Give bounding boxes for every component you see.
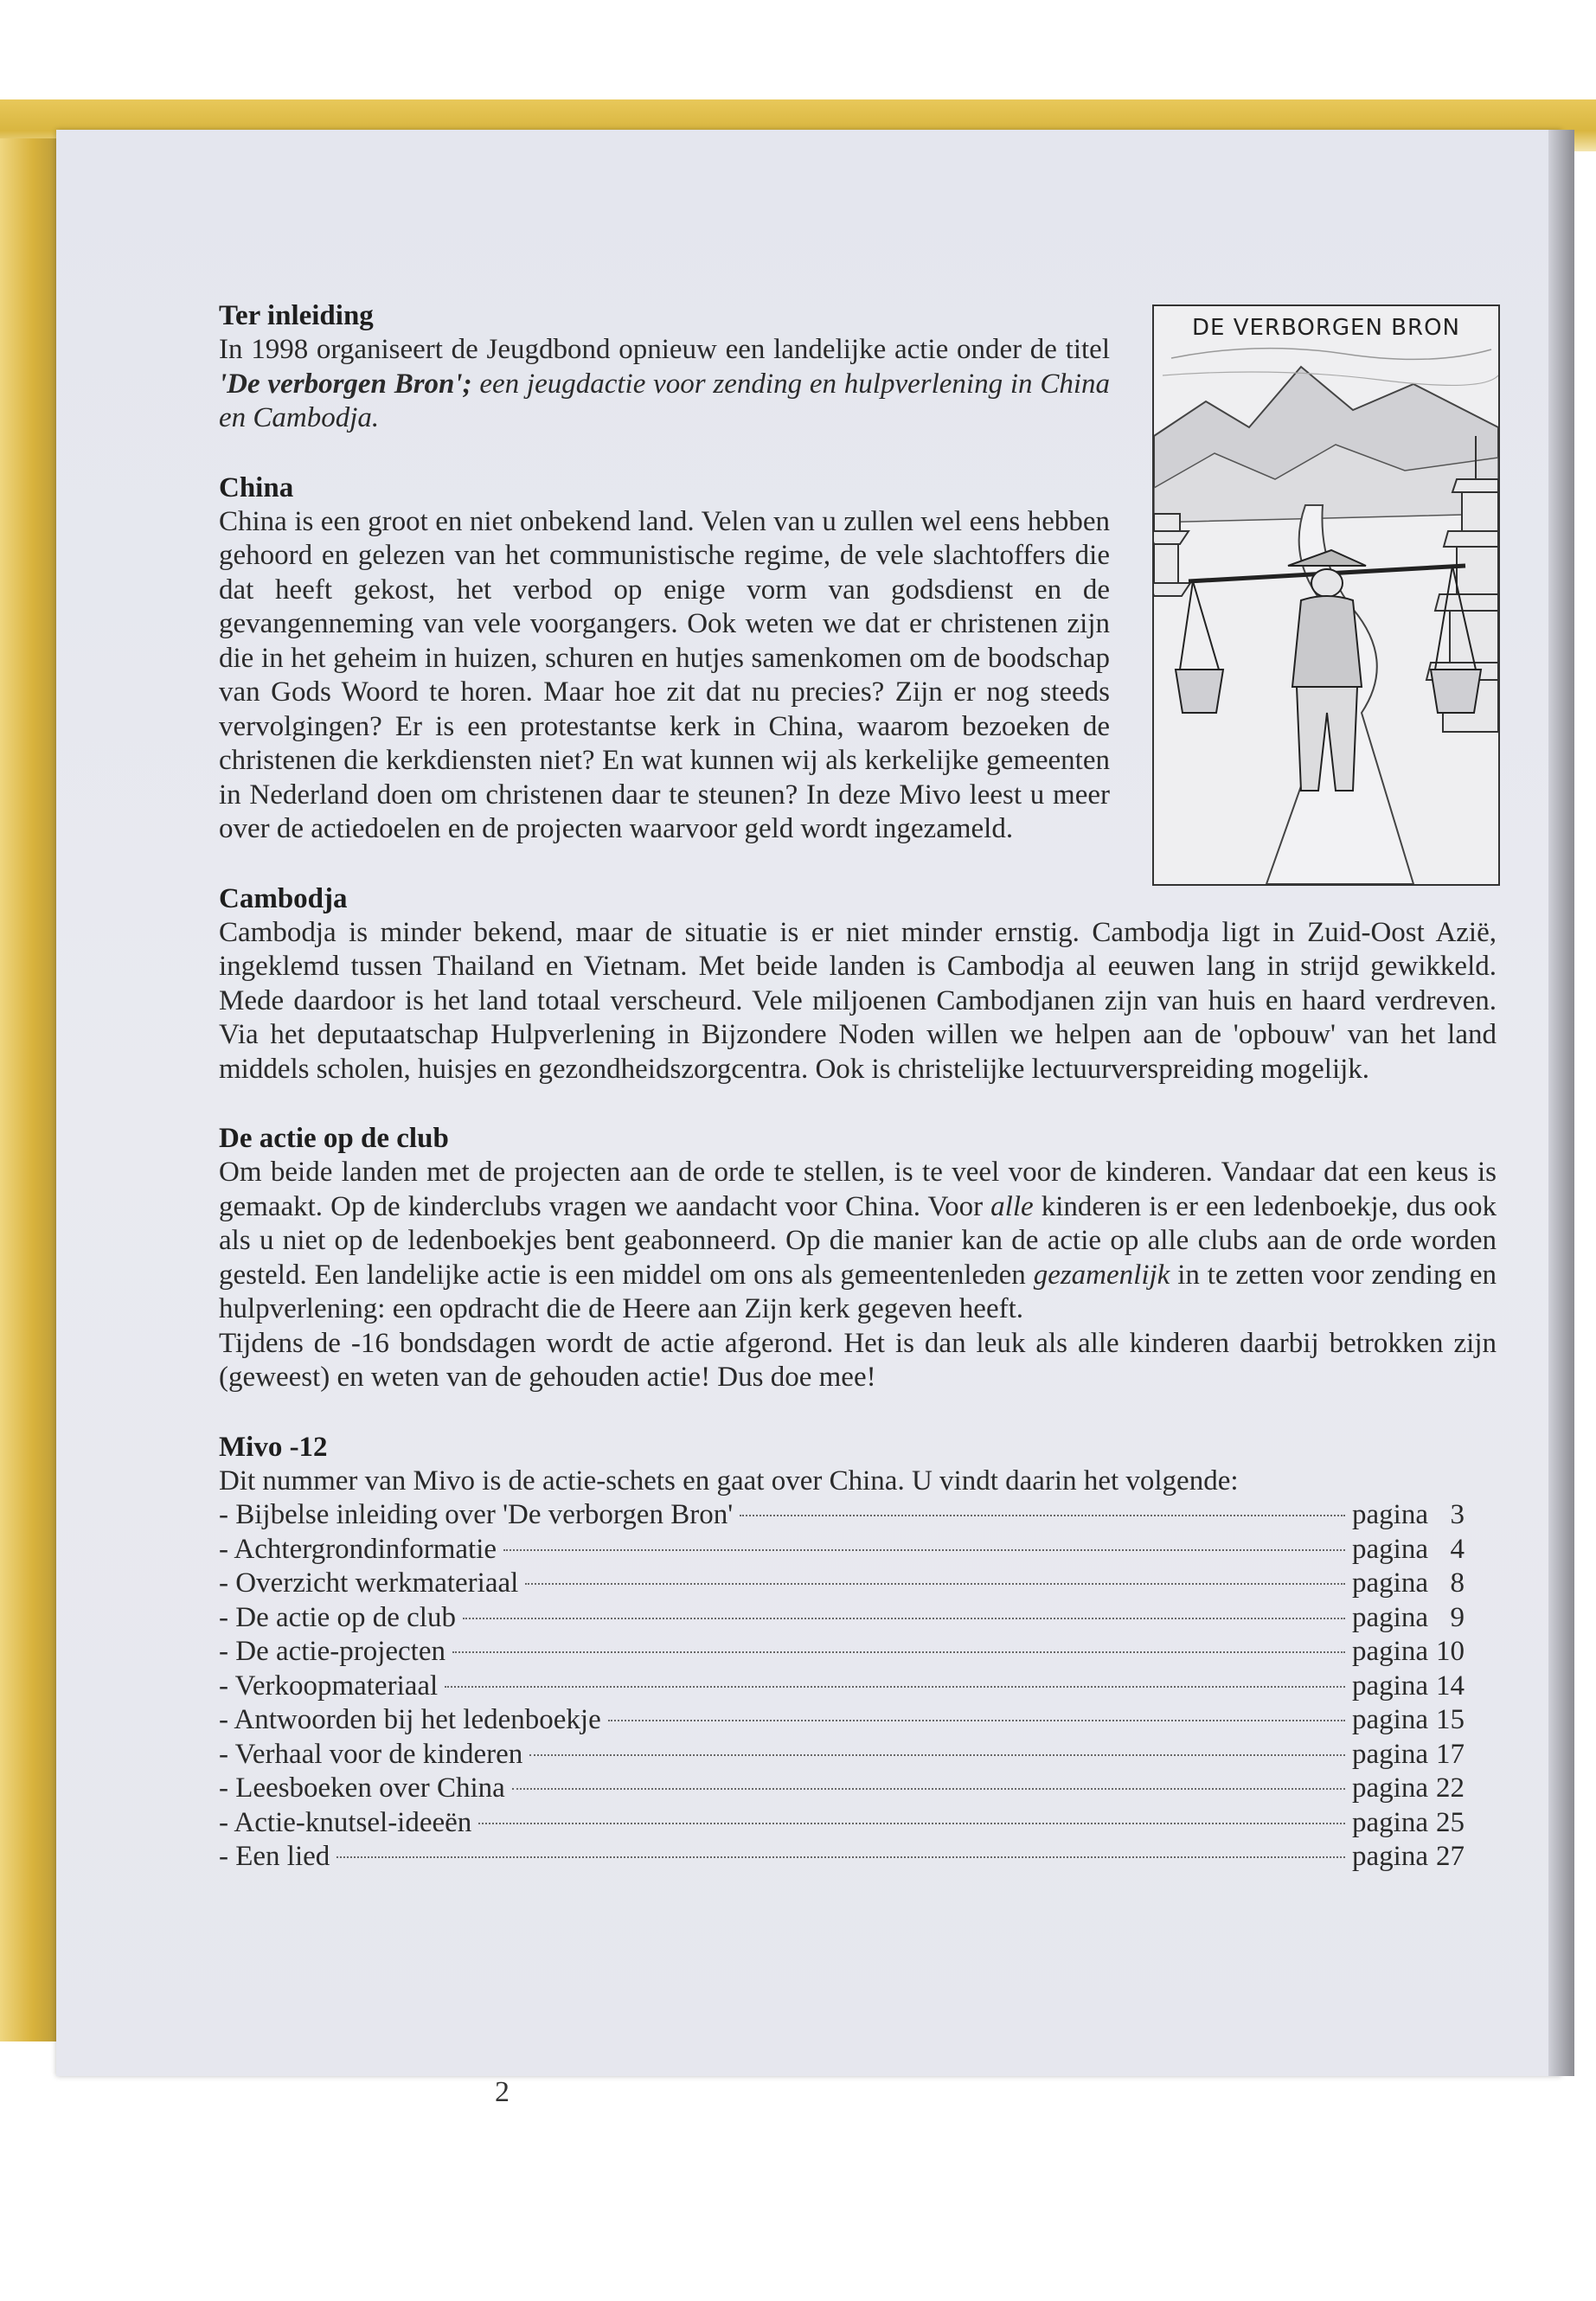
toc-item-label: - Overzicht werkmateriaal xyxy=(219,1567,519,1599)
toc-item xyxy=(219,1703,1465,1738)
toc-item xyxy=(219,1670,1465,1704)
toc-page-word: pagina xyxy=(1352,1738,1428,1770)
toc-item xyxy=(219,1601,1465,1636)
intro-text xyxy=(219,333,1110,436)
toc-page-word: pagina xyxy=(1352,1772,1428,1804)
binder-strip-left xyxy=(0,138,61,2041)
toc-page-word: pagina xyxy=(1352,1841,1428,1872)
club-text-b: kinderen is er een ledenboekje, dus ook als u niet op de ledenboekjes bent geabonneerd. Op die manier kan de actie op alle clubs aan de orde worden gesteld. Een landelijke actie is een middel om ons als gemeentenleden xyxy=(219,1190,1497,1291)
club-text-a: Om beide landen met de projecten aan de orde te stellen, is te veel voor de kinderen. Vandaar dat een keus is gemaakt. Op de kinderclubs vragen we aandacht voor China. Voor xyxy=(219,1157,1497,1222)
illustration-title: DE VERBORGEN BRON xyxy=(1191,315,1460,341)
main-content xyxy=(219,298,1497,1875)
toc-page-number: 14 xyxy=(1436,1670,1465,1702)
page-number: 2 xyxy=(495,2076,510,2108)
section-cambodja xyxy=(219,881,1497,1087)
mivo-intro: Dit nummer van Mivo is de actie-schets en gaat over China. U vindt daarin het volgende: xyxy=(219,1465,1239,1497)
club-text xyxy=(219,1156,1497,1327)
china-text: China is een groot en niet onbekend land. Velen van u zullen wel eens hebben gehoord en gelezen van het communistische regime, de vele slachtoffers die dat heeft gekost, het verbod op enige vorm van godsdienst en de gevangenneming van vele voorgangers. Ook weten we dat er christenen zijn die in het geheim in huizen, schuren en hutjes samenkomen om de boodschap van Gods Woord te horen. Maar hoe zit dat nu precies? Zijn er nog steeds vervolgingen? Er is een protestantse kerk in China, waarom bezoeken de christenen die kerkdiensten niet? En wat kunnen wij als kerkelijke gemeenten in Nederland doen om christenen daar te steunen? In deze Mivo leest u meer over de actiedoelen en de projecten waarvoor geld wordt ingezameld. xyxy=(219,505,1110,844)
toc-page-number: 10 xyxy=(1436,1636,1465,1667)
intro-heading: Ter inleiding xyxy=(219,300,374,331)
toc-item-label: - Verhaal voor de kinderen xyxy=(219,1738,523,1770)
toc-page-word: pagina xyxy=(1352,1704,1428,1735)
cambodja-text: Cambodja is minder bekend, maar de situatie is er niet minder ernstig. Cambodja ligt in Zuid-Oost Azië, ingeklemd tussen Thailand en Vietnam. Met beide landen is Cambodja al eeuwen lang in strijd gewikkeld. Mede daardoor is het land totaal verscheurd. Vele miljoenen Cambodjanen zijn van huis en haard verdreven. Via het deputaatschap Hulpverlening in Bijzondere Noden willen we helpen aan de 'opbouw' van het land middels scholen, huisjes en gezondheidszorgcentra. Ook is christelijke lectuurverspreiding mogelijk. xyxy=(219,916,1497,1085)
club-text-gezamenlijk: gezamenlijk xyxy=(1033,1259,1170,1291)
toc-page-number: 17 xyxy=(1436,1738,1465,1770)
toc-item xyxy=(219,1738,1465,1772)
toc-item-label: - Antwoorden bij het ledenboekje xyxy=(219,1704,601,1735)
toc-page-word: pagina xyxy=(1352,1636,1428,1667)
toc-item-label: - Actie-knutsel-ideeën xyxy=(219,1806,472,1838)
toc-item-label: - Bijbelse inleiding over 'De verborgen Bron' xyxy=(219,1499,734,1530)
intro-text-part2: een jeugdactie voor zending en hulpverlening in China en Cambodja. xyxy=(219,368,1110,433)
toc-item-label: - Verkoopmateriaal xyxy=(219,1670,439,1702)
china-heading: China xyxy=(219,471,294,503)
toc-page-number: 22 xyxy=(1436,1772,1465,1804)
club-text-alle: alle xyxy=(990,1190,1034,1222)
toc-item xyxy=(219,1567,1465,1601)
toc-item-label: - Achtergrondinformatie xyxy=(219,1533,497,1565)
toc-page-number: 25 xyxy=(1436,1806,1465,1838)
page-edge-shadow xyxy=(1548,130,1574,2076)
toc-item-label: - De actie-projecten xyxy=(219,1636,446,1667)
section-mivo xyxy=(219,1430,1497,1875)
club-text-c: in te zetten voor zending en hulpverlening: een opdracht die de Heere aan Zijn kerk gegeven heeft. xyxy=(219,1259,1497,1324)
toc-page-number: 4 xyxy=(1450,1533,1465,1565)
cambodja-heading: Cambodja xyxy=(219,882,348,914)
toc-item xyxy=(219,1533,1465,1567)
club-heading: De actie op de club xyxy=(219,1123,449,1154)
toc-page-word: pagina xyxy=(1352,1806,1428,1838)
section-club xyxy=(219,1121,1497,1395)
toc-item xyxy=(219,1635,1465,1670)
toc-item-label: - Een lied xyxy=(219,1841,330,1872)
toc-page-number: 15 xyxy=(1436,1704,1465,1735)
toc-page-number: 3 xyxy=(1450,1499,1465,1530)
toc-page-word: pagina xyxy=(1352,1499,1428,1530)
table-of-contents xyxy=(219,1498,1465,1875)
toc-item xyxy=(219,1840,1465,1875)
toc-item xyxy=(219,1806,1465,1841)
toc-page-number: 8 xyxy=(1450,1567,1465,1599)
toc-item-label: - De actie op de club xyxy=(219,1601,456,1633)
toc-page-word: pagina xyxy=(1352,1601,1428,1633)
toc-page-word: pagina xyxy=(1352,1670,1428,1702)
toc-page-number: 27 xyxy=(1436,1841,1465,1872)
toc-page-number: 9 xyxy=(1450,1601,1465,1633)
toc-item xyxy=(219,1498,1465,1533)
mivo-heading: Mivo -12 xyxy=(219,1431,328,1463)
intro-text-part1: In 1998 organiseert de Jeugdbond opnieuw een landelijke actie onder de titel xyxy=(219,334,1110,365)
toc-page-word: pagina xyxy=(1352,1533,1428,1565)
toc-item xyxy=(219,1772,1465,1806)
toc-page-word: pagina xyxy=(1352,1567,1428,1599)
intro-title: 'De verborgen Bron'; xyxy=(219,368,472,400)
section-china xyxy=(219,471,1110,847)
section-intro xyxy=(219,298,1110,436)
club-text-2: Tijdens de -16 bondsdagen wordt de actie afgerond. Het is dan leuk als alle kinderen daarbij betrokken zijn (geweest) en weten van de gehouden actie! Dus doe mee! xyxy=(219,1327,1497,1393)
toc-item-label: - Leesboeken over China xyxy=(219,1772,505,1804)
